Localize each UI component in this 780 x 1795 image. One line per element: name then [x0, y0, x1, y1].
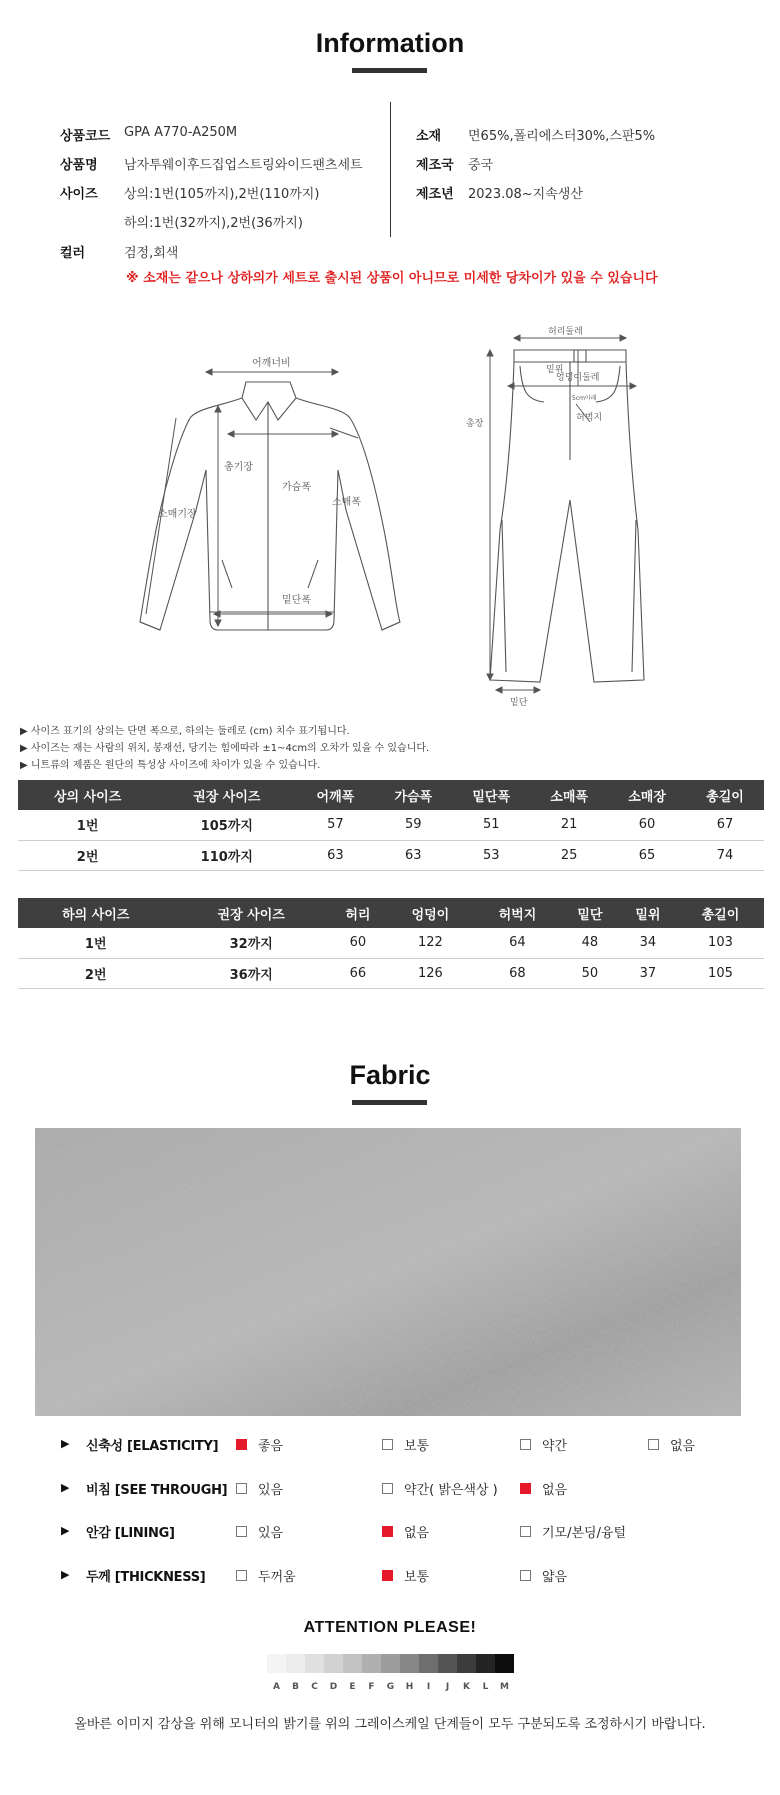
- sleeve-length-label: 소매기장: [158, 509, 197, 520]
- option-label: 좋음: [258, 1439, 284, 1454]
- table-cell: 65: [608, 840, 686, 870]
- thigh-label: 허벅지: [576, 413, 603, 423]
- option-label: 없음: [404, 1526, 430, 1541]
- waist-label: 허리둘레: [548, 327, 583, 337]
- header-cell: 소매폭: [530, 780, 608, 810]
- checkbox[interactable]: [236, 1570, 247, 1581]
- hem-label: 밑단폭: [282, 595, 311, 606]
- table-cell: 50: [561, 958, 619, 988]
- see-through-option-slight[interactable]: [382, 1479, 498, 1498]
- grayscale-swatch: [305, 1654, 324, 1673]
- table-cell: 63: [374, 840, 452, 870]
- notice-text: ※ 소재는 같으나 상하의가 세트로 출시된 상품이 아니므로 미세한 당차이가 있을 수 있습니다: [126, 271, 658, 286]
- header-cell: 밑위: [619, 898, 677, 928]
- see-through-label: 비침 [SEE THROUGH]: [86, 1483, 228, 1498]
- grayscale-swatch: [267, 1654, 286, 1673]
- attention-title: ATTENTION PLEASE!: [303, 1619, 477, 1636]
- checkbox-checked[interactable]: [520, 1483, 531, 1494]
- table-cell: 60: [608, 810, 686, 840]
- material-label: 소재: [416, 129, 442, 144]
- grayscale-swatch: [324, 1654, 343, 1673]
- grayscale-letter: C: [311, 1682, 318, 1692]
- grayscale-letter: K: [463, 1682, 470, 1692]
- checkbox[interactable]: [648, 1439, 659, 1450]
- table-cell: 105: [677, 958, 764, 988]
- grayscale-letter: I: [426, 1682, 431, 1692]
- product-code-value: GPA A770-A250M: [124, 125, 238, 140]
- option-label: 있음: [258, 1483, 284, 1498]
- size-label: 사이즈: [60, 187, 98, 202]
- thickness-option-normal[interactable]: [382, 1566, 429, 1585]
- grayscale-letter: E: [349, 1682, 356, 1692]
- option-label: 기모/본딩/융털: [542, 1526, 627, 1541]
- thickness-label: 두께 [THICKNESS]: [86, 1570, 206, 1585]
- table-cell: 25: [530, 840, 608, 870]
- arrow-icon: ▶: [61, 1437, 70, 1450]
- table-cell: 105까지: [157, 810, 296, 840]
- table-row: [18, 810, 764, 840]
- pants-illustration: [490, 350, 644, 682]
- manufacture-year-value: 2023.08~지속생산: [468, 187, 583, 202]
- pants-hem-label: 밑단: [510, 698, 528, 708]
- option-label: 약간( 밝은색상 ): [404, 1483, 498, 1498]
- bottom-size-table: [18, 898, 764, 989]
- option-label: 얇음: [542, 1570, 568, 1585]
- header-cell: 밑단: [561, 898, 619, 928]
- table-cell: 122: [387, 928, 474, 958]
- thickness-option-thick[interactable]: [236, 1566, 296, 1585]
- table-cell: 67: [686, 810, 764, 840]
- arrow-icon: ▶: [61, 1524, 70, 1537]
- table-row: [18, 840, 764, 870]
- table-cell: 37: [619, 958, 677, 988]
- grayscale-letter: B: [292, 1682, 299, 1692]
- table-cell: 57: [296, 810, 374, 840]
- header-cell: 총길이: [686, 780, 764, 810]
- size-top-value: 상의:1번(105까지),2번(110까지): [124, 187, 320, 202]
- header-cell: 밑단폭: [452, 780, 530, 810]
- checkbox[interactable]: [520, 1570, 531, 1581]
- thickness-option-thin[interactable]: [520, 1566, 567, 1585]
- arrow-icon: ▶: [61, 1568, 70, 1581]
- checkbox-checked[interactable]: [236, 1439, 247, 1450]
- header-cell: 가슴폭: [374, 780, 452, 810]
- table-cell: 64: [474, 928, 561, 958]
- arrow-icon: ▶: [61, 1481, 70, 1494]
- option-label: 두꺼움: [258, 1570, 296, 1585]
- information-title: Information: [315, 28, 465, 58]
- footer-text: 올바른 이미지 감상을 위해 모니터의 밝기를 위의 그레이스케일 단계들이 모두 구분되도록 조정하시기 바랍니다.: [74, 1717, 706, 1732]
- fabric-texture-image: [35, 1128, 741, 1416]
- top-table-header: [18, 780, 764, 810]
- table-cell: 34: [619, 928, 677, 958]
- table-cell: 63: [296, 840, 374, 870]
- grayscale-swatch: [476, 1654, 495, 1673]
- color-value: 검정,회색: [124, 246, 179, 261]
- length-label: 총기장: [224, 462, 253, 473]
- lining-option-brushed[interactable]: [520, 1522, 626, 1541]
- header-cell: 권장 사이즈: [173, 898, 328, 928]
- checkbox[interactable]: [520, 1439, 531, 1450]
- option-label: 없음: [670, 1439, 696, 1454]
- thigh-note-label: 5cm아래: [572, 395, 597, 402]
- grayscale-swatch: [362, 1654, 381, 1673]
- table-cell: 32까지: [173, 928, 328, 958]
- elasticity-option-slight[interactable]: [520, 1435, 567, 1454]
- grayscale-letter: L: [482, 1682, 489, 1692]
- note-2: ▶ 사이즈는 재는 사람의 위치, 봉재선, 당기는 힘에따라 ±1~4cm의 오차가 있을 수 있습니다.: [20, 743, 430, 754]
- table-cell: 126: [387, 958, 474, 988]
- checkbox-checked[interactable]: [382, 1526, 393, 1537]
- jacket-measure-lines: [146, 369, 358, 626]
- chest-label: 가슴폭: [282, 482, 311, 493]
- header-cell: 상의 사이즈: [18, 780, 157, 810]
- table-cell: 1번: [18, 810, 157, 840]
- rise-label: 밑위: [546, 365, 564, 375]
- size-bottom-value: 하의:1번(32까지),2번(36까지): [124, 216, 303, 231]
- grayscale-swatch: [438, 1654, 457, 1673]
- table-cell: 60: [329, 928, 387, 958]
- top-size-table: [18, 780, 764, 871]
- table-cell: 51: [452, 810, 530, 840]
- jacket-illustration: [140, 382, 400, 630]
- manufacture-year-label: 제조년: [416, 187, 454, 202]
- checkbox[interactable]: [382, 1439, 393, 1450]
- table-cell: 74: [686, 840, 764, 870]
- elasticity-option-good[interactable]: [236, 1435, 283, 1454]
- bottom-table-header: [18, 898, 764, 928]
- elasticity-option-normal[interactable]: [382, 1435, 429, 1454]
- option-label: 없음: [542, 1483, 568, 1498]
- grayscale-swatch: [457, 1654, 476, 1673]
- header-cell: 엉덩이: [387, 898, 474, 928]
- hip-label: 엉덩이둘레: [556, 373, 600, 383]
- info-divider: [390, 102, 391, 237]
- size-diagram: [0, 320, 780, 715]
- table-cell: 2번: [18, 840, 157, 870]
- header-cell: 소매장: [608, 780, 686, 810]
- grayscale-letter: F: [368, 1682, 375, 1692]
- product-name-label: 상품명: [60, 158, 98, 173]
- table-row: [18, 958, 764, 988]
- origin-label: 제조국: [416, 158, 454, 173]
- see-through-option-none[interactable]: [520, 1479, 567, 1498]
- header-cell: 총길이: [677, 898, 764, 928]
- option-label: 보통: [404, 1439, 430, 1454]
- header-cell: 권장 사이즈: [157, 780, 296, 810]
- pants-measure-lines: [487, 335, 636, 693]
- table-cell: 110까지: [157, 840, 296, 870]
- grayscale-swatch: [419, 1654, 438, 1673]
- checkbox[interactable]: [236, 1483, 247, 1494]
- table-cell: 1번: [18, 928, 173, 958]
- grayscale-letter: M: [500, 1682, 509, 1692]
- note-3: ▶ 니트류의 제품은 원단의 특성상 사이즈에 차이가 있을 수 있습니다.: [20, 760, 321, 771]
- lining-label: 안감 [LINING]: [86, 1526, 175, 1541]
- header-cell: 허벅지: [474, 898, 561, 928]
- grayscale-letter: A: [273, 1682, 280, 1692]
- table-cell: 59: [374, 810, 452, 840]
- option-label: 있음: [258, 1526, 284, 1541]
- title-underline: [352, 68, 427, 73]
- header-cell: 허리: [329, 898, 387, 928]
- checkbox[interactable]: [382, 1483, 393, 1494]
- table-cell: 21: [530, 810, 608, 840]
- checkbox-checked[interactable]: [382, 1570, 393, 1581]
- grayscale-swatch: [381, 1654, 400, 1673]
- table-cell: 103: [677, 928, 764, 958]
- grayscale-letter: H: [405, 1682, 414, 1692]
- option-label: 약간: [542, 1439, 568, 1454]
- sleeve-width-label: 소매폭: [332, 497, 361, 508]
- table-cell: 2번: [18, 958, 173, 988]
- fabric-title-underline: [352, 1100, 427, 1105]
- note-1: ▶ 사이즈 표기의 상의는 단면 폭으로, 하의는 둘레로 (cm) 치수 표기됩니다.: [20, 726, 350, 737]
- grayscale-letter: J: [445, 1682, 450, 1692]
- grayscale-swatch: [343, 1654, 362, 1673]
- table-cell: 68: [474, 958, 561, 988]
- shoulder-label: 어깨너비: [252, 358, 291, 369]
- checkbox[interactable]: [520, 1526, 531, 1537]
- product-code-label: 상품코드: [60, 129, 111, 144]
- table-cell: 36까지: [173, 958, 328, 988]
- grayscale-letter: G: [386, 1682, 395, 1692]
- pants-length-label: 총장: [466, 419, 484, 429]
- table-row: [18, 928, 764, 958]
- elasticity-label: 신축성 [ELASTICITY]: [86, 1439, 219, 1454]
- grayscale-letter: D: [329, 1682, 338, 1692]
- checkbox[interactable]: [236, 1526, 247, 1537]
- grayscale-swatch: [400, 1654, 419, 1673]
- material-value: 면65%,폴리에스터30%,스판5%: [468, 129, 656, 144]
- header-cell: 어깨폭: [296, 780, 374, 810]
- grayscale-swatch: [286, 1654, 305, 1673]
- fabric-title: Fabric: [349, 1060, 431, 1090]
- product-name-value: 남자투웨이후드집업스트링와이드팬츠세트: [124, 158, 363, 173]
- see-through-option-yes[interactable]: [236, 1479, 283, 1498]
- option-label: 보통: [404, 1570, 430, 1585]
- table-cell: 66: [329, 958, 387, 988]
- origin-value: 중국: [468, 158, 494, 173]
- header-cell: 하의 사이즈: [18, 898, 173, 928]
- table-cell: 48: [561, 928, 619, 958]
- elasticity-option-none[interactable]: [648, 1435, 695, 1454]
- lining-option-yes[interactable]: [236, 1522, 283, 1541]
- grayscale-swatch: [495, 1654, 514, 1673]
- color-label: 컬러: [60, 246, 86, 261]
- table-cell: 53: [452, 840, 530, 870]
- lining-option-none[interactable]: [382, 1522, 429, 1541]
